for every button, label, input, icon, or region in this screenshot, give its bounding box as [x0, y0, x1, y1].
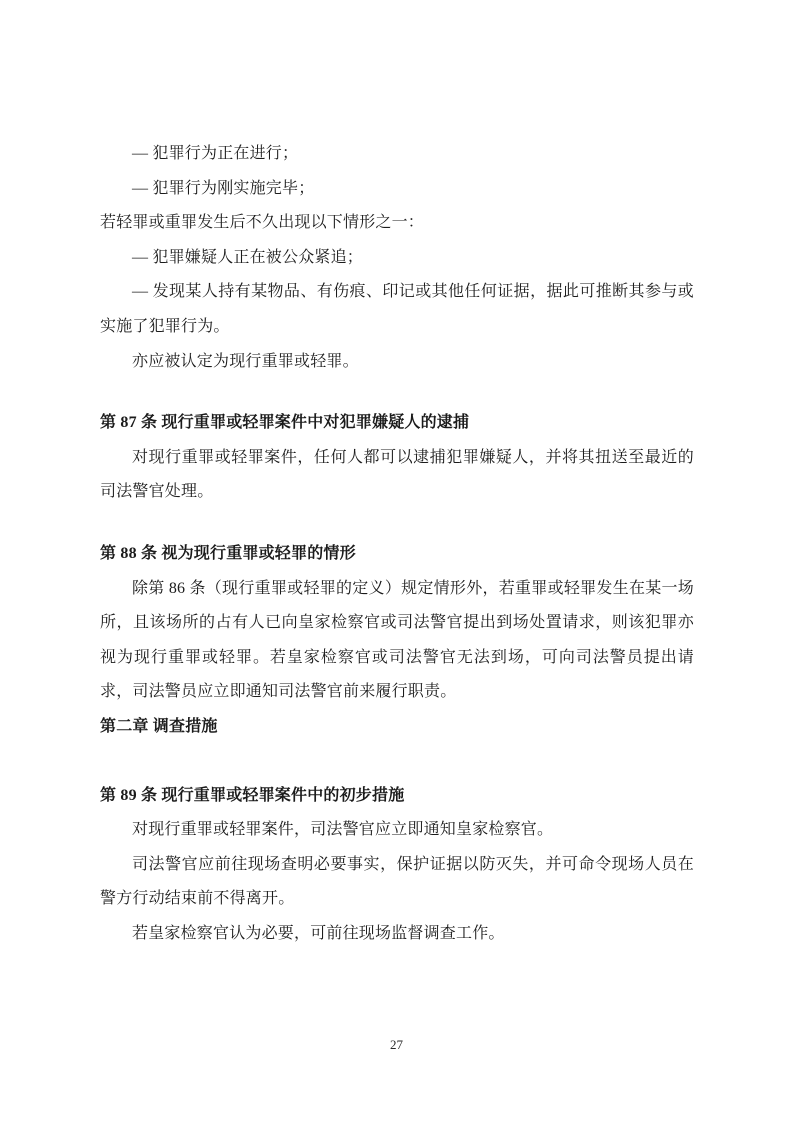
article-89-paragraph: 对现行重罪或轻罪案件，司法警官应立即通知皇家检察官。: [132, 821, 554, 839]
page-number: 27: [390, 1037, 403, 1052]
article-88-heading: 第 88 条 视为现行重罪或轻罪的情形: [100, 544, 356, 562]
intro-list-item: — 发现某人持有某物品、有伤痕、印记或其他任何证据，据此可推断其参与或实施了犯罪行为。: [100, 283, 694, 335]
intro-list-item: — 犯罪行为刚实施完毕；: [132, 179, 315, 197]
intro-closing-line: 亦应被认定为现行重罪或轻罪。: [132, 352, 359, 370]
article-89-heading: 第 89 条 现行重罪或轻罪案件中的初步措施: [100, 786, 405, 804]
intro-list-item: — 犯罪行为正在进行；: [132, 145, 299, 162]
chapter-heading: 第二章 调查措施: [100, 717, 218, 735]
article-89-paragraph: 司法警官应前往现场查明必要事实，保护证据以防灭失，并可命令现场人员在警方行动结束前不得离开。: [100, 855, 694, 908]
article-87-paragraph: 对现行重罪或轻罪案件，任何人都可以逮捕犯罪嫌疑人，并将其扭送至最近的司法警官处理。: [100, 448, 694, 501]
article-89-paragraph: 若皇家检察官认为必要，可前往现场监督调查工作。: [132, 924, 505, 942]
intro-list-item: — 犯罪嫌疑人正在被公众紧追；: [132, 248, 364, 266]
article-88: [100, 537, 694, 710]
article-87: [100, 406, 694, 510]
document-content: [100, 137, 694, 951]
intro-condition-lead: 若轻罪或重罪发生后不久出现以下情形之一：: [100, 214, 425, 232]
article-89: [100, 779, 694, 952]
article-87-heading: 第 87 条 现行重罪或轻罪案件中对犯罪嫌疑人的逮捕: [100, 414, 470, 432]
article-88-paragraph: 除第 86 条（现行重罪或轻罪的定义）规定情形外，若重罪或轻罪发生在某一场所，且该场所的占有人已向皇家检察官或司法警官提出到场处置请求，则该犯罪亦视为现行重罪或轻罪。若皇家检察官或司法警官无法到场，可向司法警员提出请求，司法警员应立即通知司法警官前来履行职责。: [100, 579, 694, 701]
